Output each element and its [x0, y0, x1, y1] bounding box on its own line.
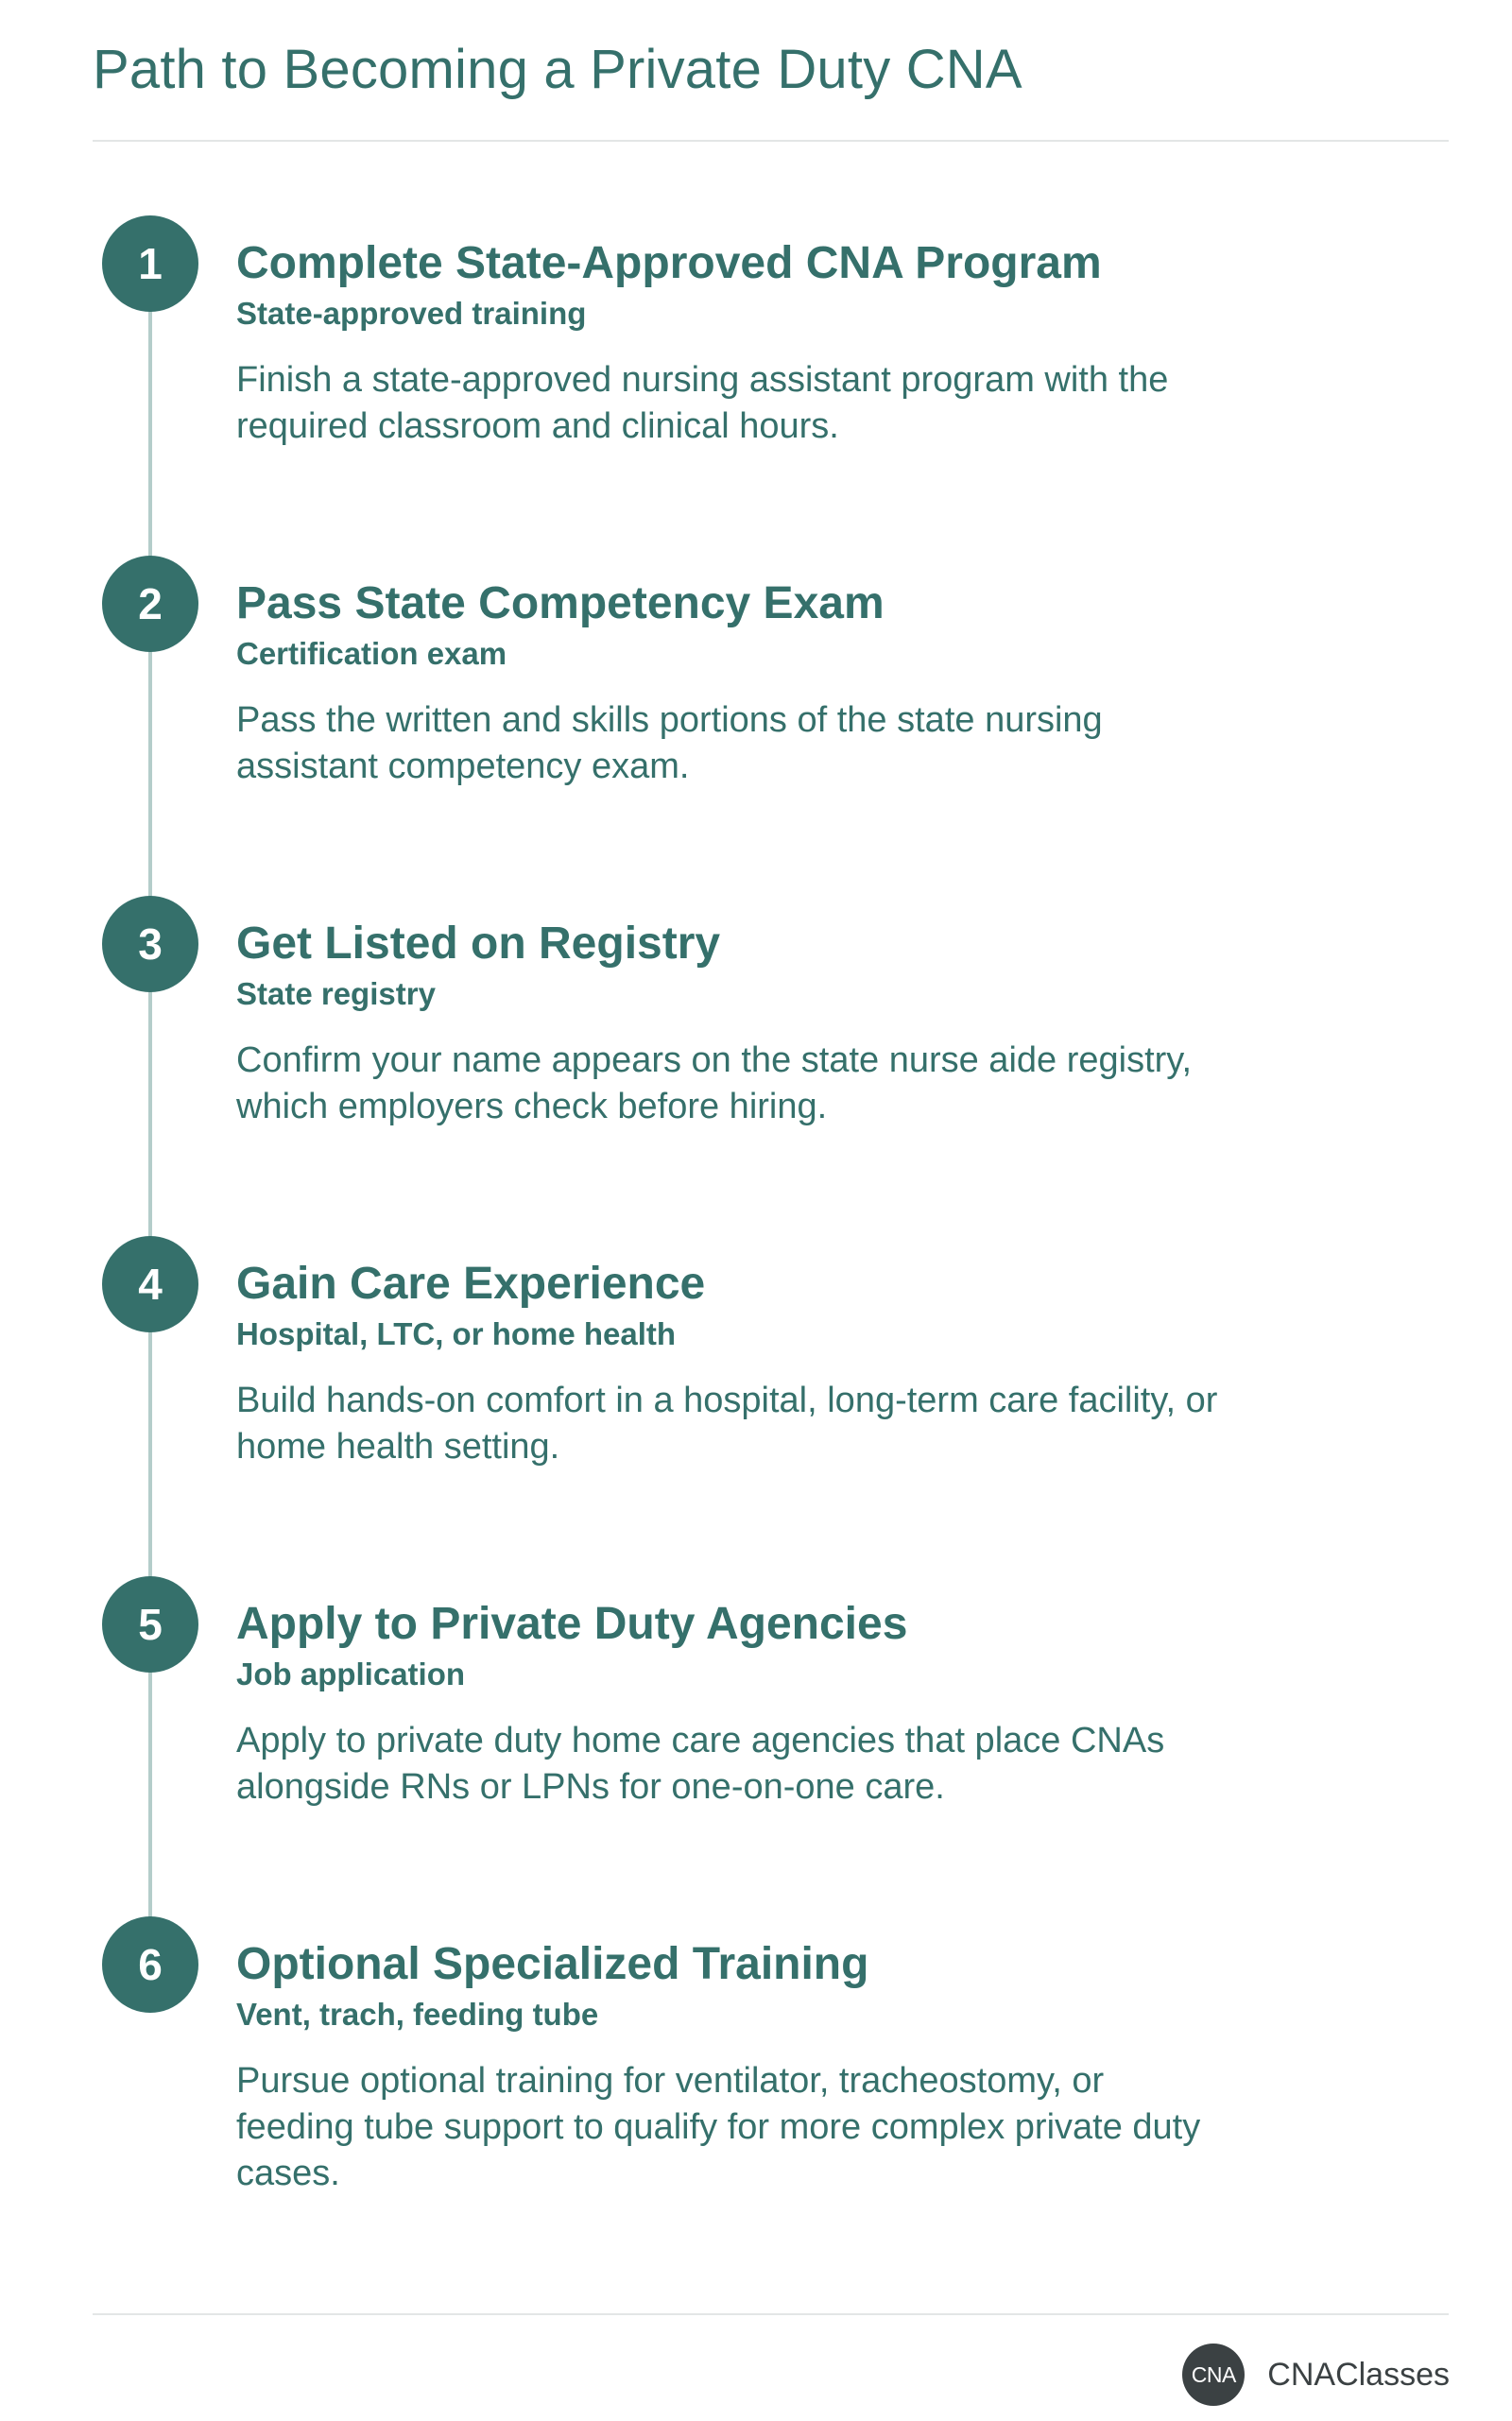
step-number-badge: 1 — [102, 215, 198, 312]
step-number-badge: 3 — [102, 896, 198, 992]
step-title: Optional Specialized Training — [236, 1939, 869, 1989]
step-number-badge: 2 — [102, 556, 198, 652]
step-content — [236, 1257, 1228, 1470]
step-subtitle: Vent, trach, feeding tube — [236, 1997, 599, 2032]
step-description: Build hands-on comfort in a hospital, long-term care facility, or home health setting. — [236, 1381, 1218, 1467]
step-subtitle: Hospital, LTC, or home health — [236, 1316, 677, 1351]
step-description: Apply to private duty home care agencies that place CNAs alongside RNs or LPNs for one-on-one care. — [236, 1721, 1165, 1807]
step-description: Pass the written and skills portions of the state nursing assistant competency exam. — [236, 700, 1103, 786]
step-content — [236, 1937, 1228, 2197]
step-subtitle: Certification exam — [236, 636, 507, 671]
timeline-line — [148, 265, 152, 2003]
step-description: Finish a state-approved nursing assistant program with the required classroom and clinical hours. — [236, 360, 1169, 446]
step-content — [236, 1597, 1228, 1811]
brand-logo: CNA — [1182, 2344, 1245, 2406]
page-title: Path to Becoming a Private Duty CNA — [93, 39, 1022, 100]
step-description: Confirm your name appears on the state nurse aide registry, which employers check before hiring. — [236, 1040, 1193, 1126]
step-content — [236, 917, 1228, 1130]
step-number-badge: 4 — [102, 1236, 198, 1332]
top-divider — [93, 140, 1449, 142]
step-title: Complete State-Approved CNA Program — [236, 238, 1102, 288]
step-subtitle: Job application — [236, 1657, 466, 1691]
footer-brand — [1182, 2344, 1450, 2406]
step-subtitle: State-approved training — [236, 296, 587, 331]
brand-name: CNAClasses — [1267, 2356, 1450, 2393]
step-number-badge: 6 — [102, 1916, 198, 2013]
step-title: Pass State Competency Exam — [236, 578, 885, 628]
step-title: Gain Care Experience — [236, 1259, 706, 1309]
step-title: Get Listed on Registry — [236, 919, 721, 969]
step-content — [236, 576, 1228, 790]
step-number-badge: 5 — [102, 1576, 198, 1673]
step-title: Apply to Private Duty Agencies — [236, 1599, 908, 1649]
step-content — [236, 236, 1228, 450]
step-subtitle: State registry — [236, 976, 436, 1011]
step-description: Pursue optional training for ventilator, tracheostomy, or feeding tube support to qualify for more complex private duty cases. — [236, 2061, 1201, 2193]
bottom-divider — [93, 2313, 1449, 2315]
